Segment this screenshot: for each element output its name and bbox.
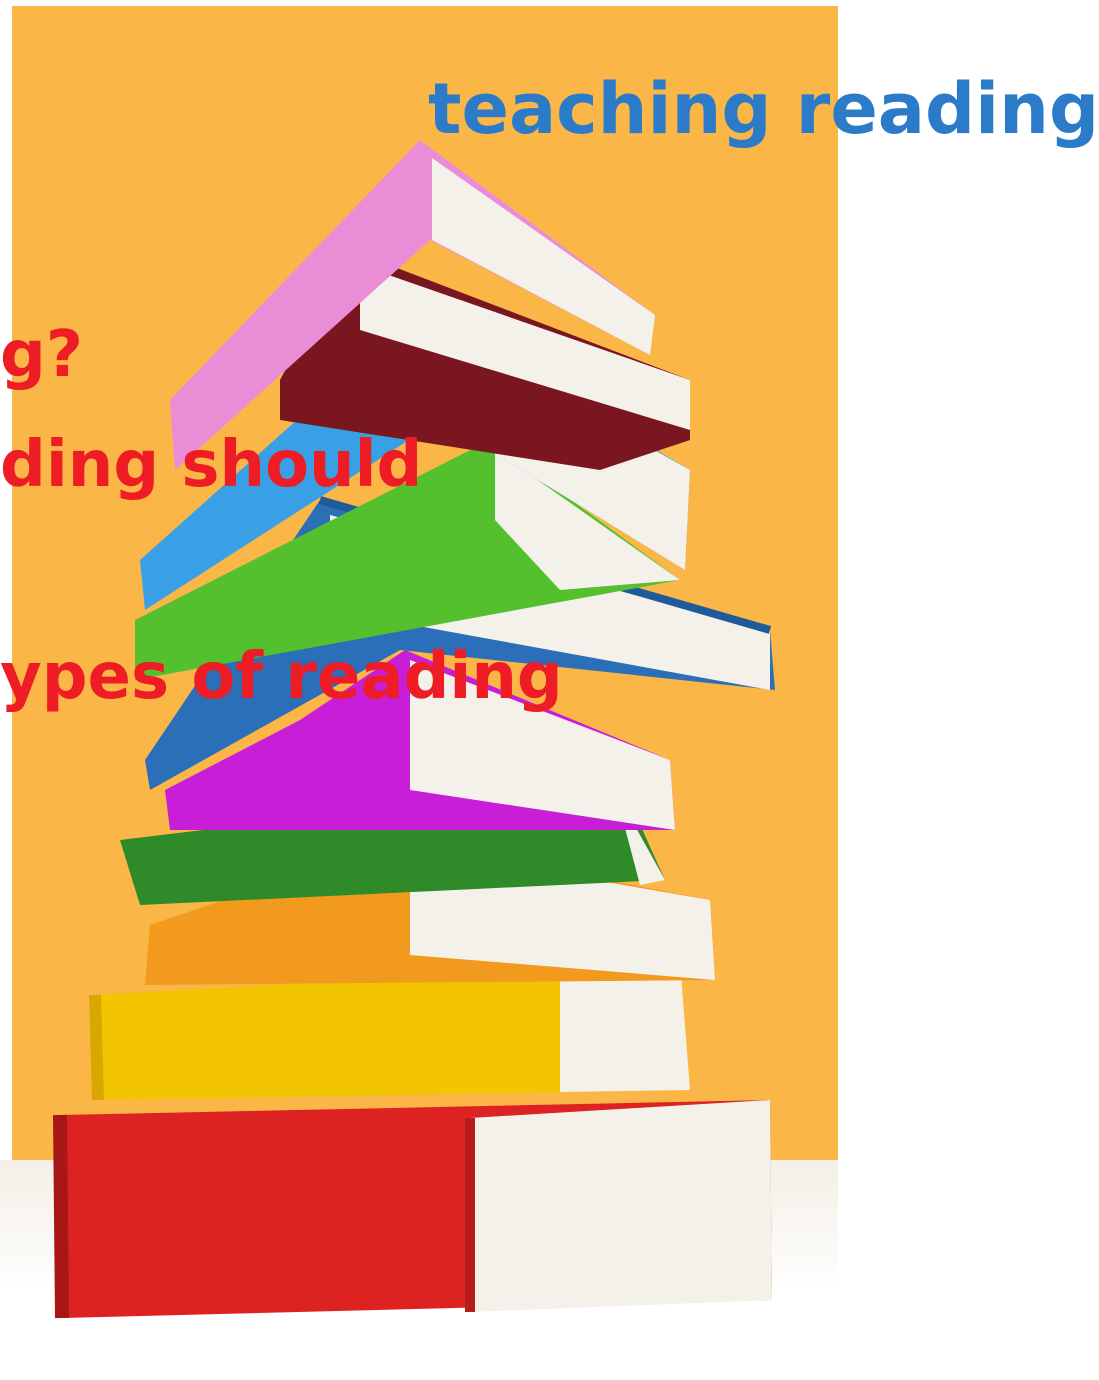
bullet-line-1: g? bbox=[0, 318, 83, 392]
bullet-line-2: ding should bbox=[0, 428, 423, 502]
red-book bbox=[60, 1100, 772, 1318]
bullet-line-3: ypes of reading bbox=[0, 640, 563, 714]
slide-title: teaching reading bbox=[428, 68, 1099, 150]
